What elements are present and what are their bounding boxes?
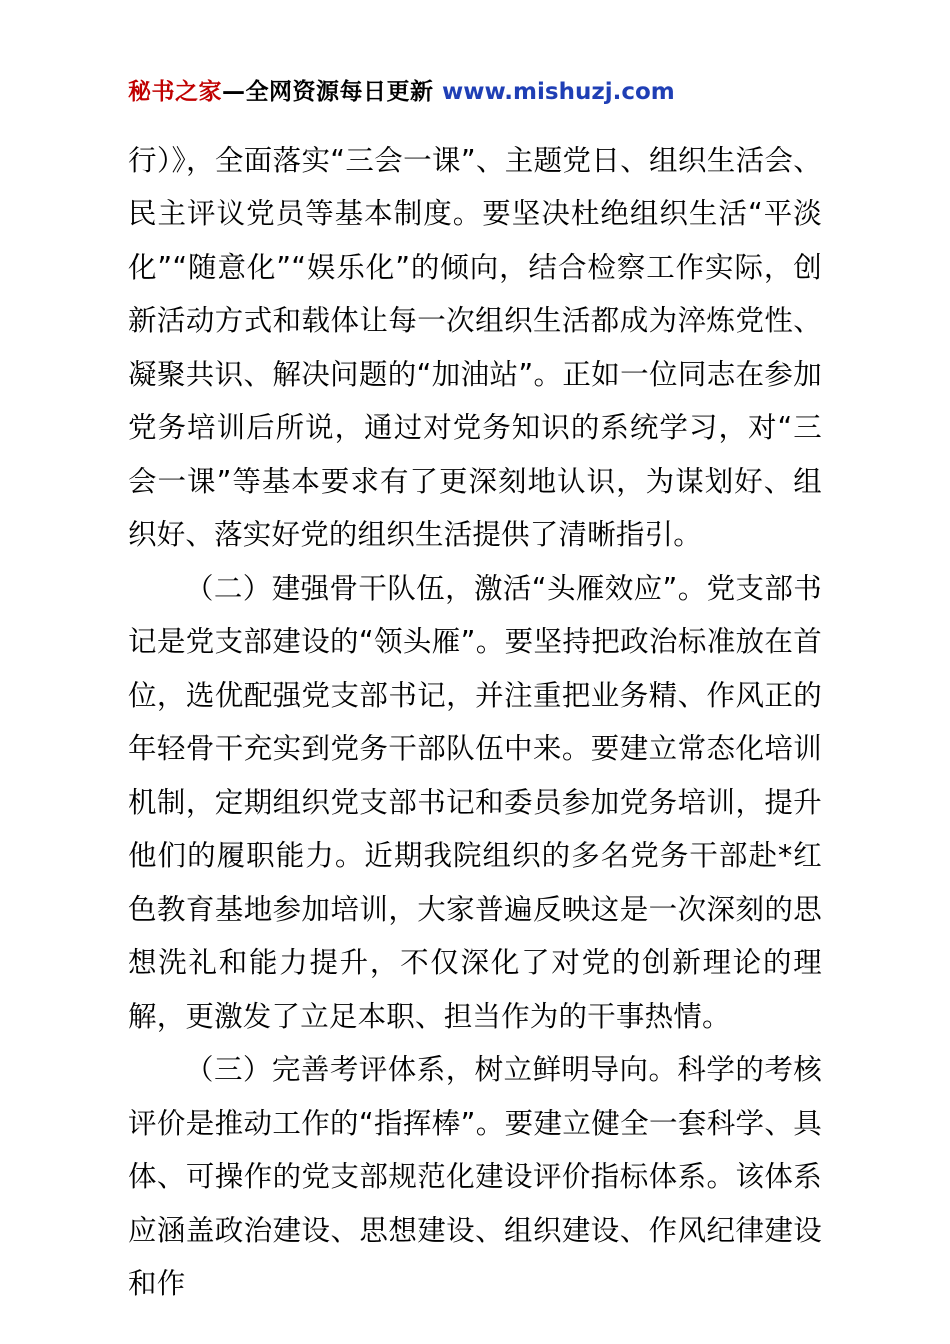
paragraph: （三）完善考评体系，树立鲜明导向。科学的考核评价是推动工作的“指挥棒”。要建立健全一套科学、具体、可操作的党支部规范化建设评价指标体系。该体系应涵盖政治建设、思想建设、组织建设、作风纪律建设和作	[128, 1053, 822, 1301]
brand-tagline: —全网资源每日更新	[222, 79, 434, 105]
brand-name: 秘书之家	[128, 79, 222, 105]
paragraph: （二）建强骨干队伍，激活“头雁效应”。党支部书记是党支部建设的“领头雁”。要坚持把政治标准放在首位，选优配强党支部书记，并注重把业务精、作风正的年轻骨干充实到党务干部队伍中来。要建立常态化培训机制，定期组织党支部书记和委员参加党务培训，提升他们的履职能力。近期我院组织的多名党务干部赴*红色教育基地参加培训，大家普遍反映这是一次深刻的思想洗礼和能力提升，不仅深化了对党的创新理论的理解，更激发了立足本职、担当作为的干事热情。	[128, 571, 822, 1033]
paragraph: 行）》，全面落实“三会一课”、主题党日、组织生活会、民主评议党员等基本制度。要坚决杜绝组织生活“平淡化”“随意化”“娱乐化”的倾向，结合检察工作实际，创新活动方式和载体让每一次组织生活都成为淬炼党性、凝聚共识、解决问题的“加油站”。正如一位同志在参加党务培训后所说，通过对党务知识的系统学习，对“三会一课”等基本要求有了更深刻地认识，为谋划好、组织好、落实好党的组织生活提供了清晰指引。	[128, 143, 822, 552]
document-body	[128, 134, 822, 1311]
site-watermark-header	[128, 78, 822, 108]
site-url[interactable]: www.mishuzj.com	[442, 79, 675, 105]
